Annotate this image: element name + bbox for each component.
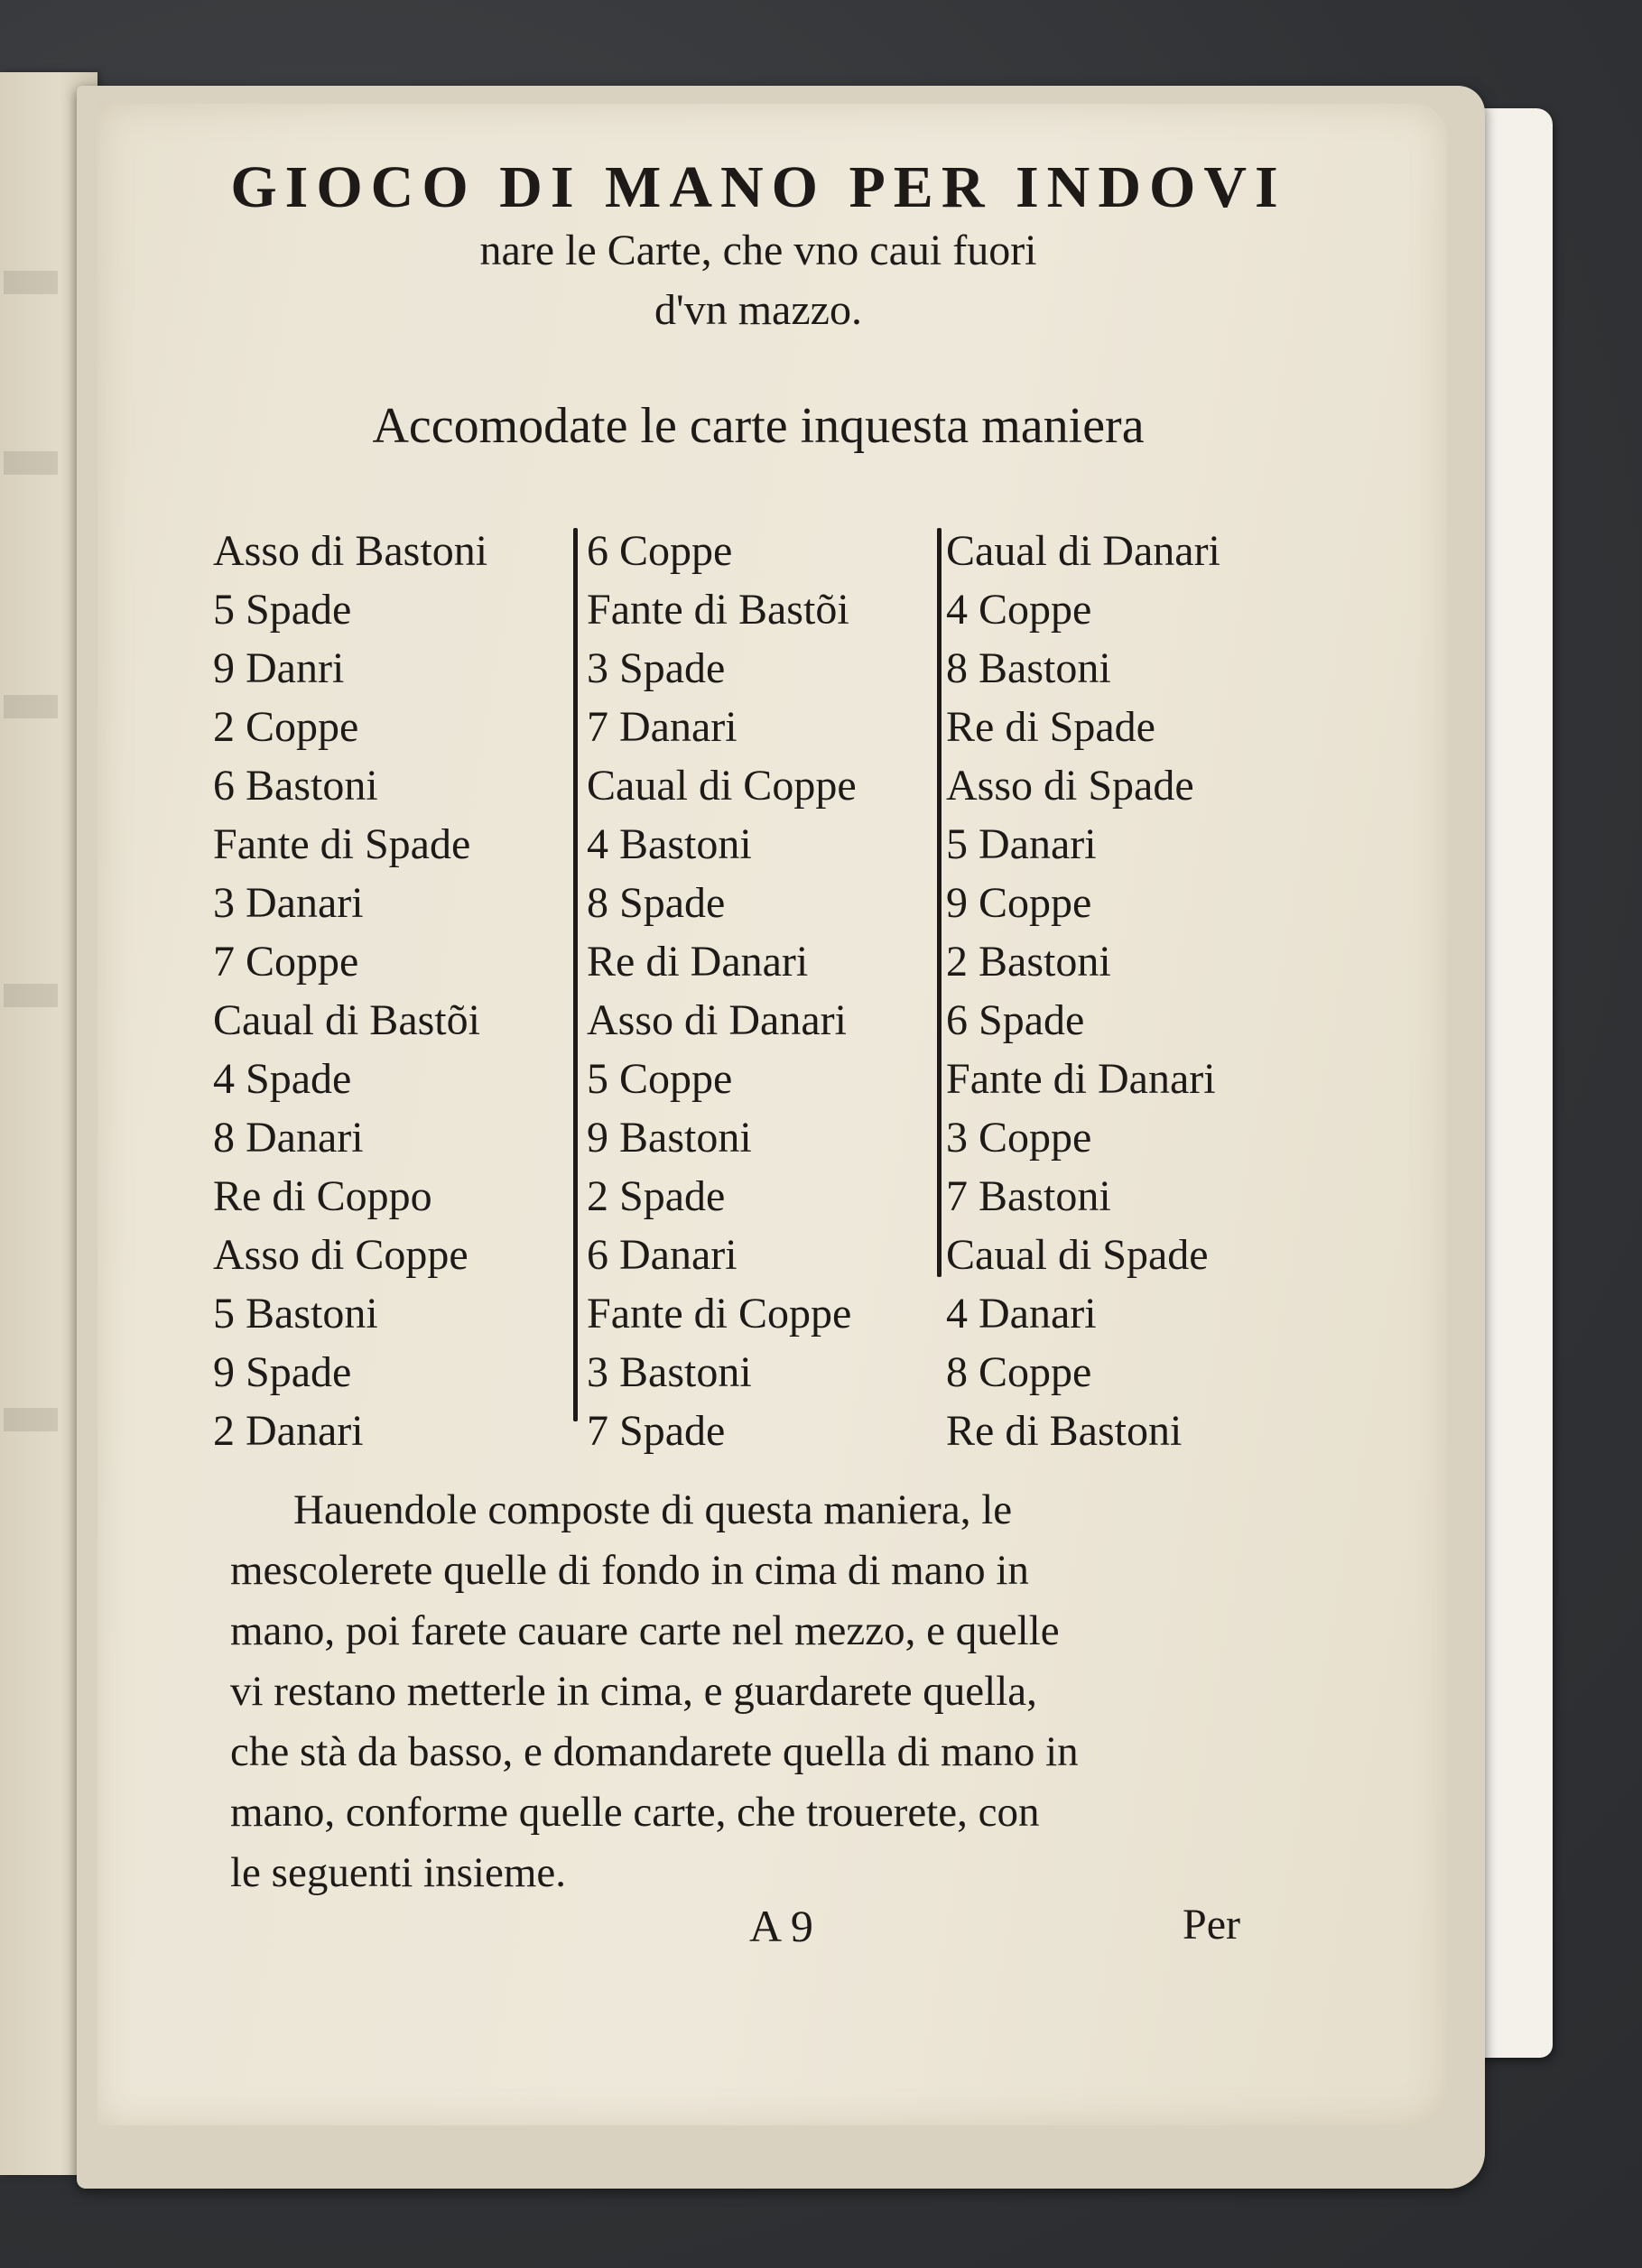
card-entry: 6 Spade	[946, 996, 1085, 1044]
card-entry: 2 Bastoni	[946, 938, 1111, 986]
card-entry: 5 Coppe	[587, 1055, 733, 1103]
card-entry: Asso di Bastoni	[213, 527, 488, 575]
card-entry: 7 Bastoni	[946, 1172, 1111, 1220]
signature-mark: A 9	[749, 1901, 813, 1951]
card-entry: Asso di Danari	[587, 996, 847, 1044]
paragraph-line: mescolerete quelle di fondo in cima di mano in	[230, 1547, 1029, 1594]
card-entry: 7 Spade	[587, 1407, 726, 1455]
paragraph-line: che stà da basso, e domandarete quella di mano in	[230, 1728, 1079, 1775]
card-entry: Caual di Bastõi	[213, 996, 480, 1044]
subtitle-line-2: d'vn mazzo.	[654, 286, 862, 334]
paragraph-line: le seguenti insieme.	[230, 1849, 566, 1896]
subtitle-line-1: nare le Carte, che vno caui fuori	[479, 227, 1037, 274]
card-entry: Asso di Coppe	[213, 1231, 468, 1279]
paragraph-line: Hauendole composte di questa maniera, le	[293, 1486, 1013, 1533]
instruction-heading: Accomodate le carte inquesta maniera	[372, 398, 1145, 454]
card-entry: Caual di Coppe	[587, 762, 857, 810]
bleed-mark	[4, 984, 58, 1007]
bleed-mark	[4, 271, 58, 294]
card-entry: 8 Danari	[213, 1114, 364, 1162]
card-entry: 3 Spade	[587, 644, 726, 692]
card-entry: Re di Danari	[587, 938, 809, 986]
card-entry: Fante di Danari	[946, 1055, 1216, 1103]
card-entry: 8 Coppe	[946, 1348, 1092, 1396]
card-entry: 5 Bastoni	[213, 1290, 378, 1338]
card-entry: 7 Danari	[587, 703, 738, 751]
paragraph-line: mano, conforme quelle carte, che trouerete, con	[230, 1789, 1040, 1836]
catchword: Per	[1183, 1901, 1240, 1949]
card-entry: 9 Danri	[213, 644, 345, 692]
card-column-1	[213, 522, 487, 1460]
card-entry: 4 Bastoni	[587, 820, 752, 868]
card-entry: Fante di Bastõi	[587, 586, 849, 634]
card-entry: 4 Spade	[213, 1055, 352, 1103]
card-entry: 9 Bastoni	[587, 1114, 752, 1162]
instruction-paragraph	[230, 1480, 1318, 1903]
card-entry: 5 Danari	[946, 820, 1097, 868]
card-entry: 8 Spade	[587, 879, 726, 927]
card-entry: Fante di Coppe	[587, 1290, 852, 1338]
card-entry: Re di Bastoni	[946, 1407, 1183, 1455]
bleed-mark	[4, 1408, 58, 1431]
bleed-mark	[4, 695, 58, 718]
card-entry: 9 Coppe	[946, 879, 1092, 927]
bleed-mark	[4, 451, 58, 475]
card-entry: 9 Spade	[213, 1348, 352, 1396]
page-title: GIOCO DI MANO PER INDOVI	[230, 154, 1286, 220]
column-rule-1	[573, 528, 578, 1421]
card-entry: 7 Coppe	[213, 938, 359, 986]
card-entry: 2 Danari	[213, 1407, 364, 1455]
column-rule-2	[937, 528, 942, 1277]
card-entry: 3 Bastoni	[587, 1348, 752, 1396]
card-entry: 5 Spade	[213, 586, 352, 634]
card-column-3	[946, 522, 1220, 1460]
card-entry: Caual di Danari	[946, 527, 1220, 575]
card-entry: Asso di Spade	[946, 762, 1194, 810]
card-entry: 6 Bastoni	[213, 762, 378, 810]
card-entry: Re di Coppo	[213, 1172, 432, 1220]
card-entry: Fante di Spade	[213, 820, 471, 868]
card-entry: 2 Spade	[587, 1172, 726, 1220]
paragraph-line: mano, poi farete cauare carte nel mezzo, e quelle	[230, 1607, 1060, 1654]
card-entry: 3 Coppe	[946, 1114, 1092, 1162]
card-entry: Re di Spade	[946, 703, 1155, 751]
card-entry: 3 Danari	[213, 879, 364, 927]
card-entry: Caual di Spade	[946, 1231, 1209, 1279]
card-entry: 2 Coppe	[213, 703, 359, 751]
card-column-2	[587, 522, 857, 1460]
card-entry: 6 Danari	[587, 1231, 738, 1279]
card-entry: 8 Bastoni	[946, 644, 1111, 692]
card-entry: 4 Danari	[946, 1290, 1097, 1338]
card-entry: 4 Coppe	[946, 586, 1092, 634]
paragraph-line: vi restano metterle in cima, e guardarete quella,	[230, 1668, 1037, 1715]
card-entry: 6 Coppe	[587, 527, 733, 575]
